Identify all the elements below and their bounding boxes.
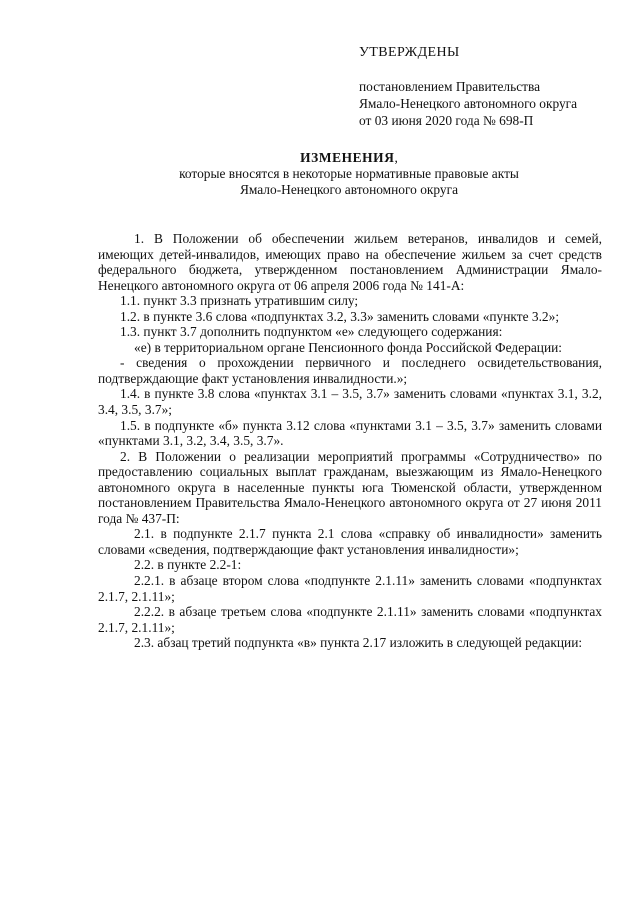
paragraph: 2.3. абзац третий подпункта «в» пункта 2.17 изложить в следующей редакции:	[134, 635, 583, 651]
paragraph: 1.1. пункт 3.3 признать утратившим силу;	[120, 293, 359, 309]
approval-block	[359, 44, 619, 129]
approval-line-1: постановлением Правительства	[359, 79, 541, 94]
title-heading: ИЗМЕНЕНИЯ	[300, 150, 395, 165]
paragraph: 2.2.1. в абзаце втором слова «подпункте 2.1.11» заменить словами «подпунктах 2.1.7, 2.1.11»;	[98, 573, 602, 604]
approval-stamp: УТВЕРЖДЕНЫ	[359, 45, 460, 60]
paragraph: «е) в территориальном органе Пенсионного фонда Российской Федерации:	[134, 339, 563, 355]
title-line-2: которые вносятся в некоторые нормативные правовые акты	[179, 166, 519, 181]
paragraph: 2.2. в пункте 2.2-1:	[134, 557, 242, 573]
paragraph: 1.4. в пункте 3.8 слова «пунктах 3.1 – 3.5, 3.7» заменить словами «пунктах 3.1, 3.2, 3.4, 3.5, 3.7»;	[98, 386, 602, 418]
paragraph: 1.3. пункт 3.7 дополнить подпунктом «е» следующего содержания:	[120, 324, 503, 340]
paragraph: 2.2.2. в абзаце третьем слова «подпункте 2.1.11» заменить словами «подпунктах 2.1.7, 2.1.11»;	[98, 604, 602, 635]
paragraph: 2. В Положении о реализации мероприятий программы «Сотрудничество» по предоставлению социальных выплат гражданам, выезжающим из Ямало-Ненецкого автономного округа в населенные пункты юга Тюменской области, утвержденном постановлением Правительства Ямало-Ненецкого автономного округа от 27 июня 2011 года № 437-П:	[98, 448, 602, 526]
title-line-3: Ямало-Ненецкого автономного округа	[239, 182, 459, 197]
approval-line-3: от 03 июня 2020 года № 698-П	[359, 113, 534, 128]
document-body	[98, 231, 602, 651]
paragraph: 2.1. в подпункте 2.1.7 пункта 2.1 слова «справку об инвалидности» заменить словами «сведения, подтверждающие факт установления инвалидности»;	[98, 526, 602, 557]
paragraph: - сведения о прохождении первичного и последнего освидетельствования, подтверждающие факт установления инвалидности.»;	[98, 355, 602, 386]
paragraph: 1.2. в пункте 3.6 слова «подпунктах 3.2, 3.3» заменить словами «пункте 3.2»;	[120, 308, 560, 324]
title-heading-suffix: ,	[394, 150, 398, 165]
paragraph: 1.5. в подпункте «б» пункта 3.12 слова «пунктами 3.1 – 3.5, 3.7» заменить словами «пунктами 3.1, 3.2, 3.4, 3.5, 3.7».	[98, 417, 602, 449]
paragraph: 1. В Положении об обеспечении жильем ветеранов, инвалидов и семей, имеющих детей-инвалидов, имеющих право на обеспечение жильем за счет средств федерального бюджета, утвержденном постановлением Администрации Ямало-Ненецкого автономного округа от 06 апреля 2006 года № 141-А:	[98, 231, 602, 293]
approval-line-2: Ямало-Ненецкого автономного округа	[359, 96, 578, 111]
document-title	[98, 150, 600, 198]
title-heading-line	[98, 150, 600, 166]
